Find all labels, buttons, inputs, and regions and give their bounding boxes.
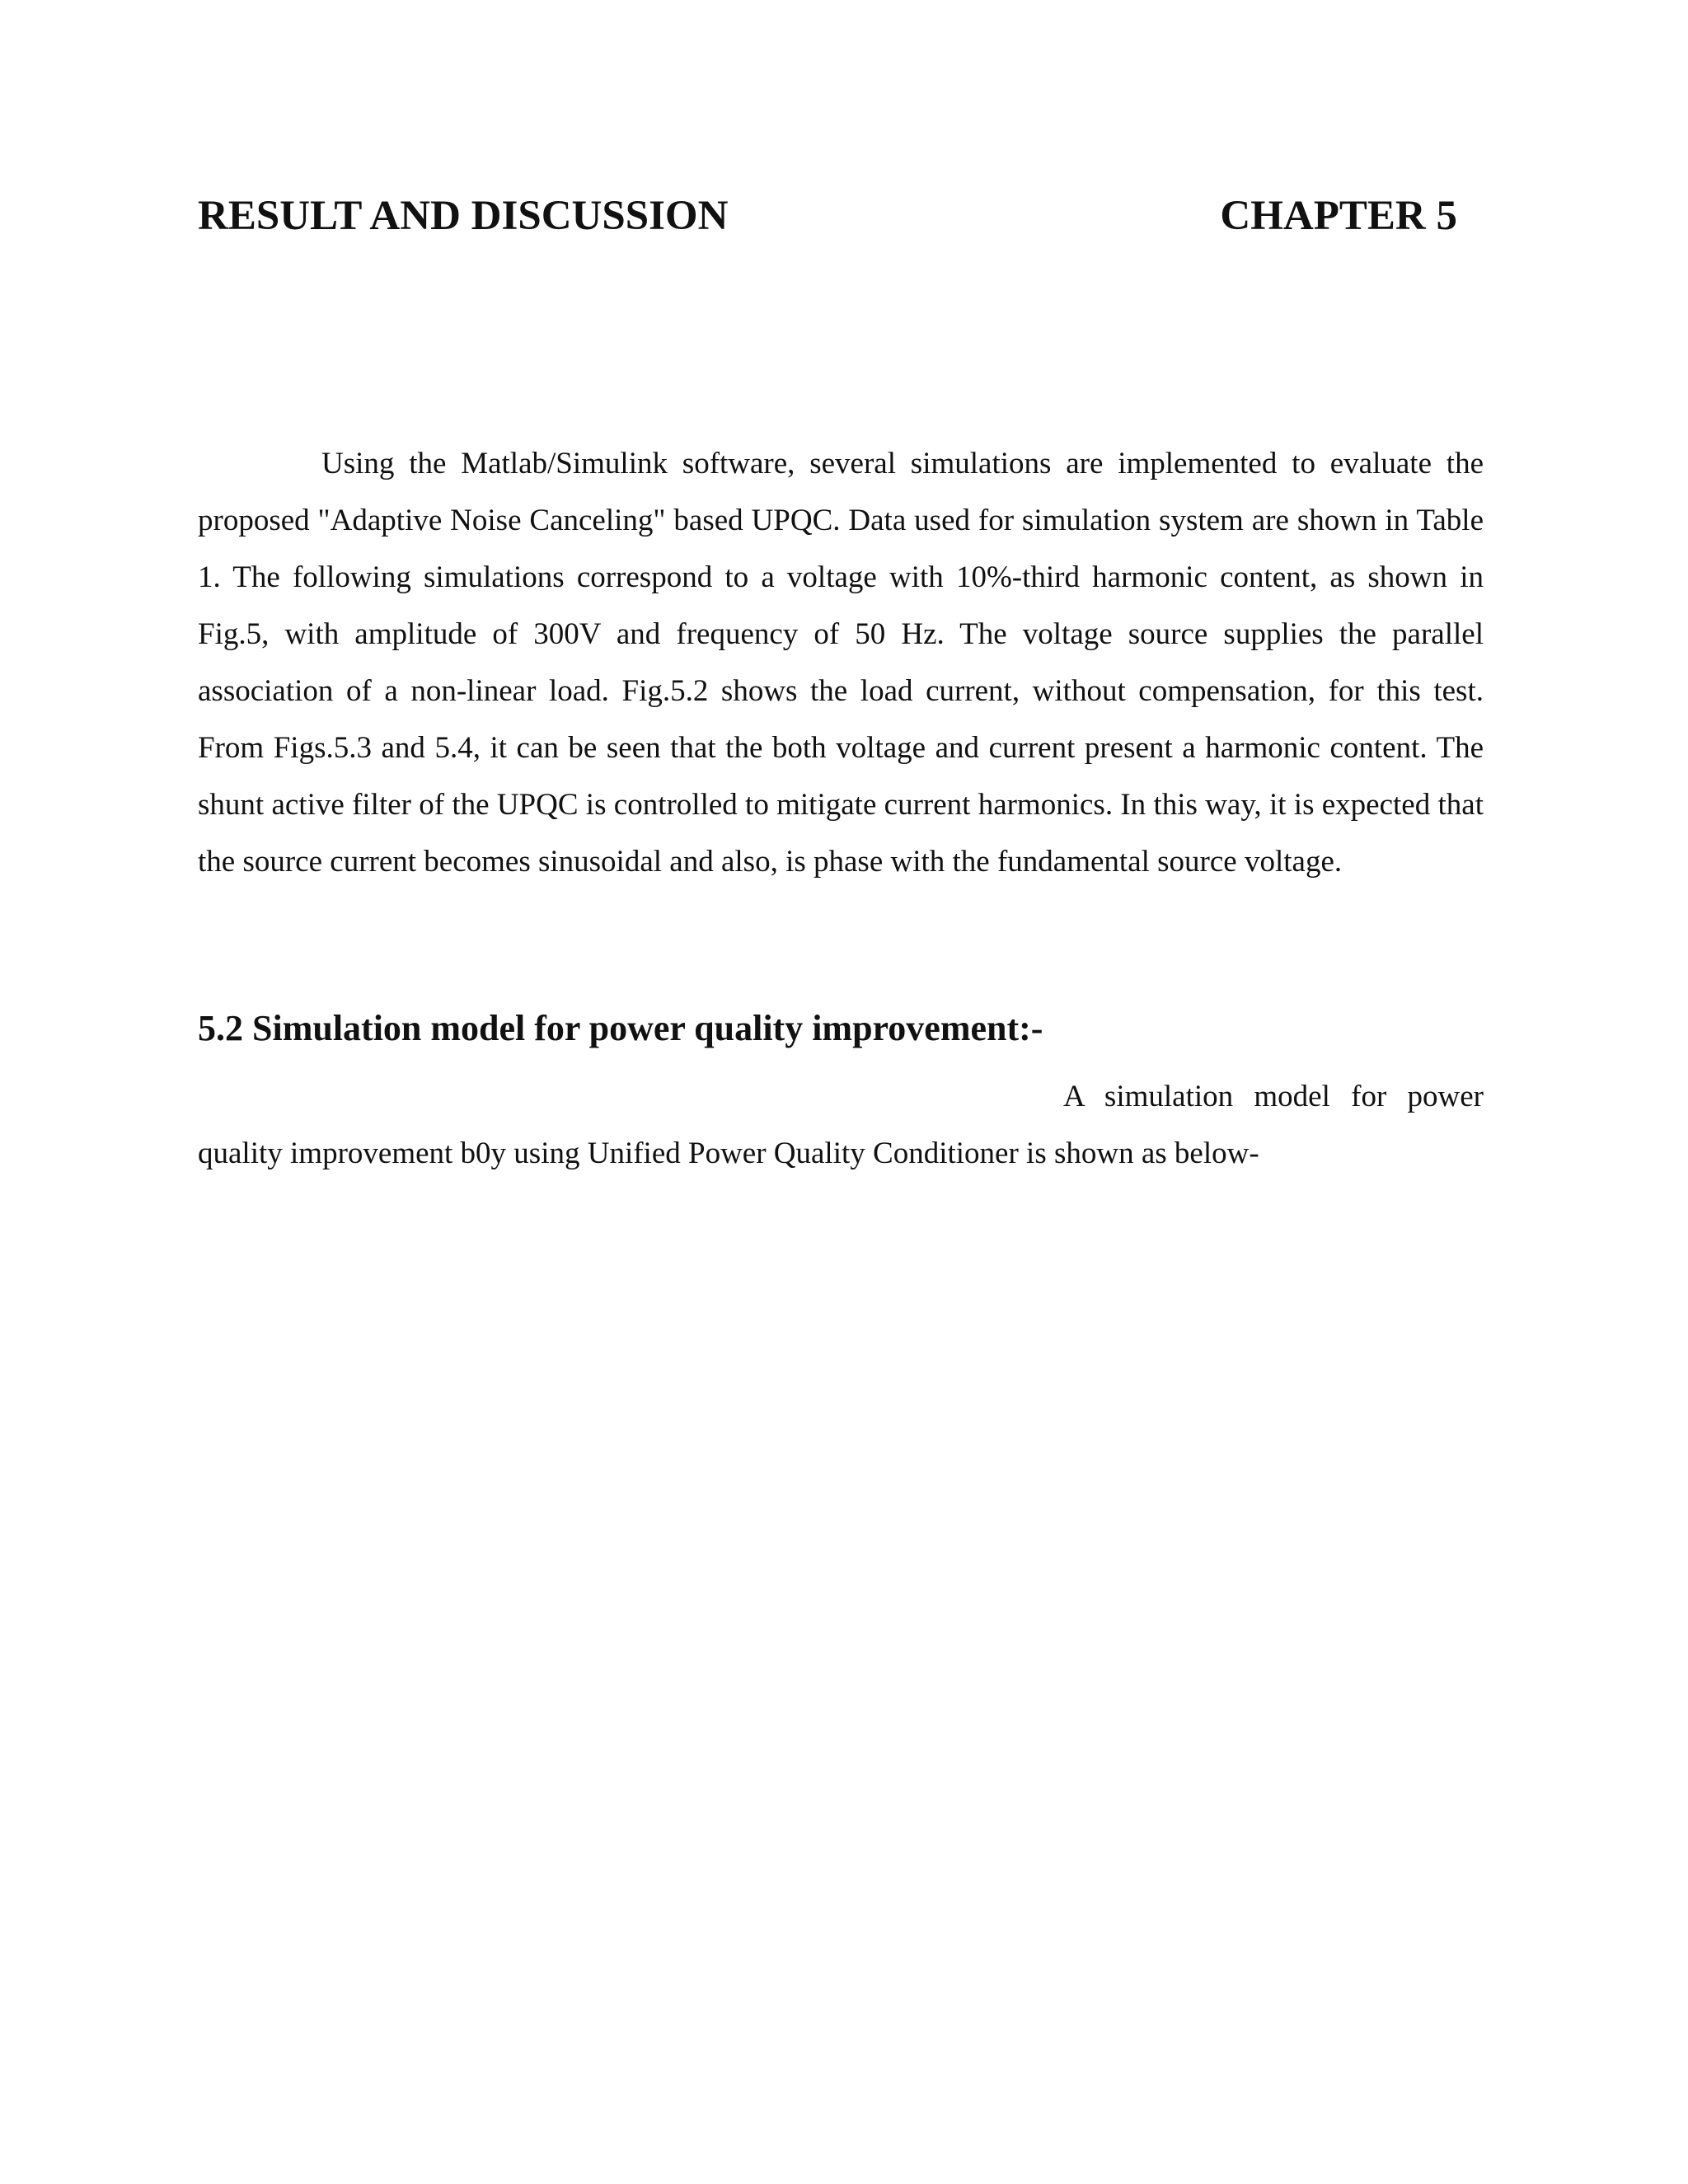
intro-paragraph: Using the Matlab/Simulink software, several simulations are implemented to evaluate the proposed "Adaptive Noise Canceling" based UPQC. Data used for simulation system are shown in Table 1. The following simulations correspond to a voltage with 10%-third harmonic content, as shown in Fig.5, with amplitude of 300V and frequency of 50 Hz. The voltage source supplies the parallel association of a non-linear load. Fig.5.2 shows the load current, without compensation, for this test. From Figs.5.3 and 5.4, it can be seen that the both voltage and current present a harmonic content. The shunt active filter of the UPQC is controlled to mitigate current harmonics. In this way, it is expected that the source current becomes sinusoidal and also, is phase with the fundamental source voltage. — [198, 447, 1484, 879]
chapter-number: CHAPTER 5 — [1220, 193, 1457, 239]
chapter-title: RESULT AND DISCUSSION — [198, 193, 729, 239]
section-paragraph: A simulation model for power quality improvement b0y using Unified Power Quality Conditioner is shown as below- — [198, 1080, 1484, 1170]
section-heading: 5.2 Simulation model for power quality improvement:- — [198, 1008, 1043, 1048]
chapter-header — [198, 191, 1467, 241]
